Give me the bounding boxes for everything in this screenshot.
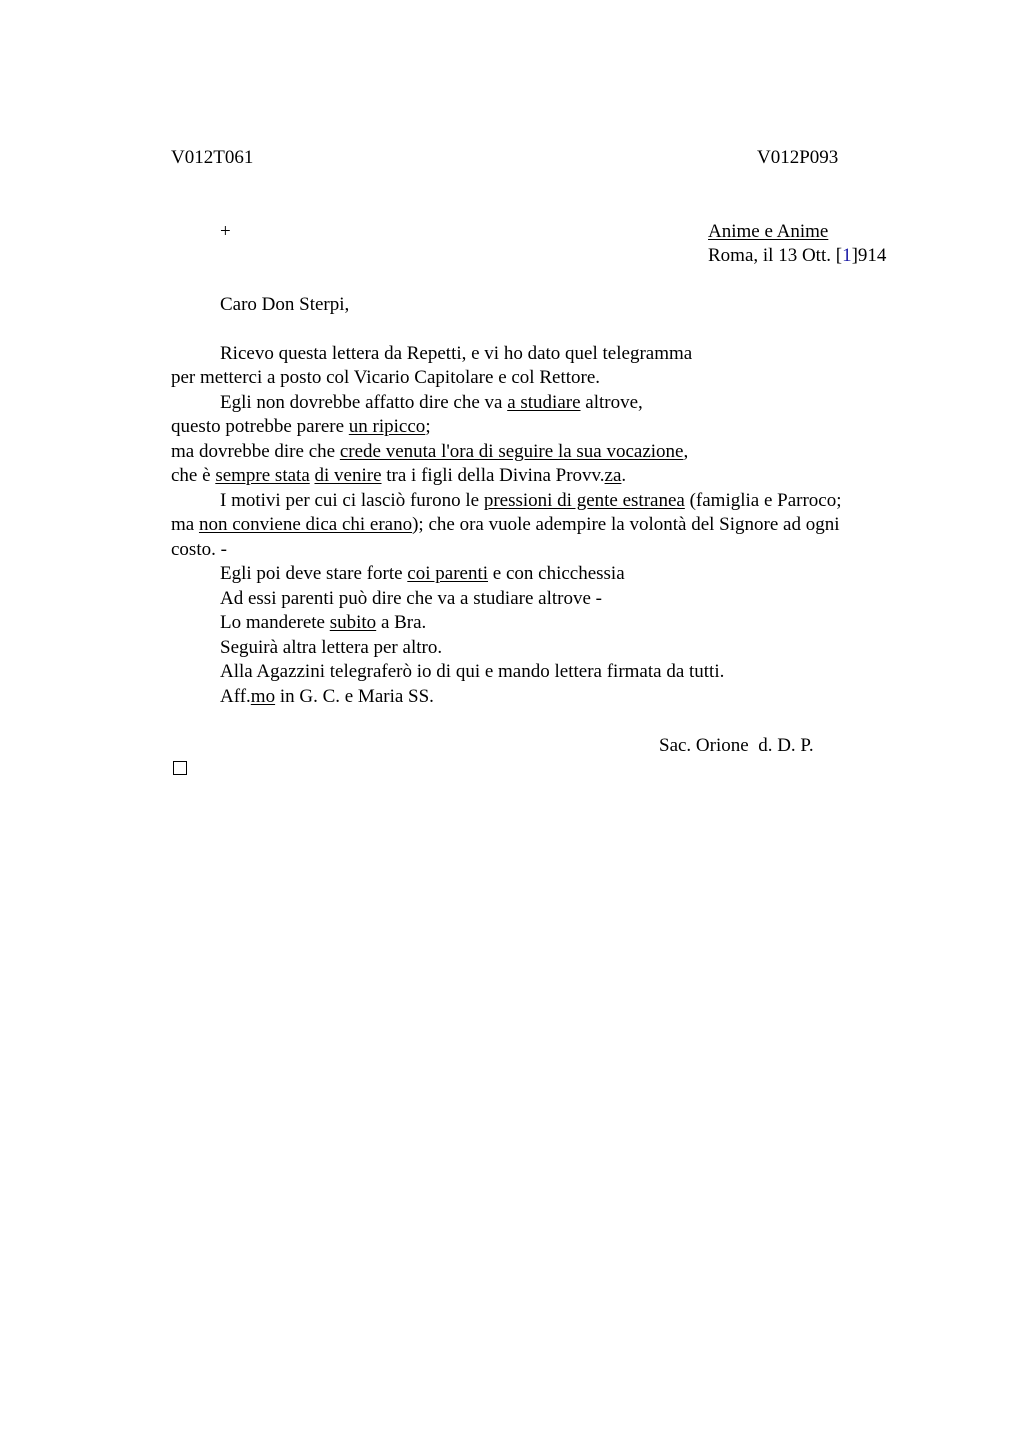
body-line: Alla Agazzini telegraferò io di qui e mando lettera firmata da tutti. <box>220 661 725 682</box>
body-line: Seguirà altra lettera per altro. <box>220 637 443 658</box>
motto: Anime e Anime <box>708 221 829 242</box>
body-line: ma non conviene dica chi erano); che ora vuole adempire la volontà del Signore ad ogni <box>171 514 840 535</box>
salutation: Caro Don Sterpi, <box>220 294 350 315</box>
cross-symbol: + <box>220 221 231 242</box>
header-left-code: V012T061 <box>171 147 254 168</box>
signature: Sac. Orione d. D. P. <box>659 735 814 756</box>
body-line: Ricevo questa lettera da Repetti, e vi ho dato quel telegramma <box>220 343 693 364</box>
body-line: costo. - <box>171 539 227 560</box>
date-line <box>708 244 886 269</box>
date-bracket-digit: 1 <box>842 245 852 266</box>
body-line: Lo manderete subito a Bra. <box>220 612 427 633</box>
body-line: Egli poi deve stare forte coi parenti e con chicchessia <box>220 563 625 584</box>
body-line: per metterci a posto col Vicario Capitolare e col Rettore. <box>171 367 601 388</box>
body-line: Egli non dovrebbe affatto dire che va a studiare altrove, <box>220 392 643 413</box>
date-suffix: ]914 <box>851 245 887 266</box>
body-line: I motivi per cui ci lasciò furono le pressioni di gente estranea (famiglia e Parroco; <box>220 490 842 511</box>
header-right-code: V012P093 <box>757 147 839 168</box>
closing-line: Aff.mo in G. C. e Maria SS. <box>220 686 434 707</box>
body-line: Ad essi parenti può dire che va a studiare altrove - <box>220 588 602 609</box>
body-line: che è sempre stata di venire tra i figli della Divina Provv.za. <box>171 465 627 486</box>
date-prefix: Roma, il 13 Ott. [ <box>708 245 843 266</box>
body-line: questo potrebbe parere un ripicco; <box>171 416 431 437</box>
end-box-icon <box>173 761 187 775</box>
body-line: ma dovrebbe dire che crede venuta l'ora di seguire la sua vocazione, <box>171 441 689 462</box>
